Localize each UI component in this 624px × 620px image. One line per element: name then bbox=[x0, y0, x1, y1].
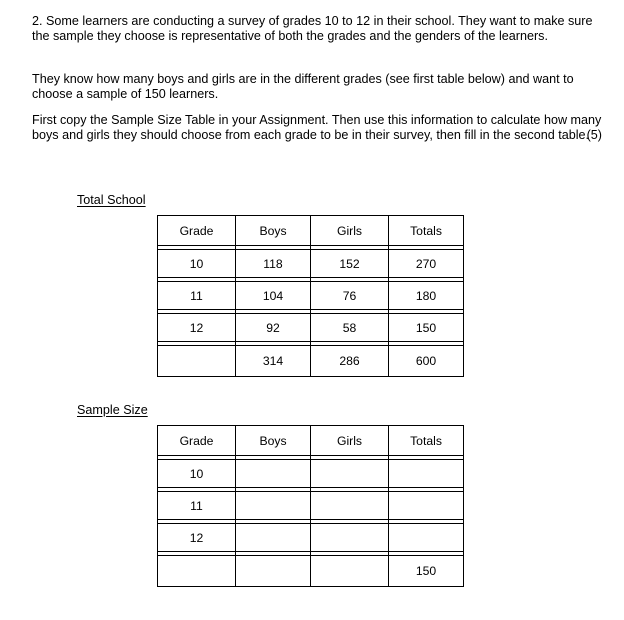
cell-grade: 12 bbox=[158, 314, 236, 342]
table-row bbox=[158, 460, 464, 488]
cell-boys bbox=[236, 460, 311, 488]
cell-grade: 11 bbox=[158, 492, 236, 520]
question-marks: (5) bbox=[586, 127, 602, 142]
header-totals: Totals bbox=[389, 216, 464, 246]
cell-grand-total: 600 bbox=[389, 346, 464, 377]
cell-grand-total: 150 bbox=[389, 556, 464, 587]
totals-row bbox=[158, 346, 464, 377]
cell-boys-total: 314 bbox=[236, 346, 311, 377]
cell-boys: 118 bbox=[236, 250, 311, 278]
cell-boys: 92 bbox=[236, 314, 311, 342]
cell-boys bbox=[236, 524, 311, 552]
sample-size-title: Sample Size bbox=[77, 403, 148, 417]
header-boys: Boys bbox=[236, 426, 311, 456]
cell-grade: 10 bbox=[158, 250, 236, 278]
cell-boys: 104 bbox=[236, 282, 311, 310]
cell-grade: 11 bbox=[158, 282, 236, 310]
cell-girls-total: 286 bbox=[311, 346, 389, 377]
table-row bbox=[158, 250, 464, 278]
table-header-row bbox=[158, 426, 464, 456]
cell-girls bbox=[311, 460, 389, 488]
cell-grade bbox=[158, 556, 236, 587]
cell-totals: 150 bbox=[389, 314, 464, 342]
cell-girls: 76 bbox=[311, 282, 389, 310]
question-intro bbox=[32, 14, 602, 43]
question-instruction bbox=[32, 113, 602, 142]
cell-girls-total bbox=[311, 556, 389, 587]
cell-boys bbox=[236, 492, 311, 520]
table-row bbox=[158, 314, 464, 342]
totals-row bbox=[158, 556, 464, 587]
cell-totals bbox=[389, 524, 464, 552]
cell-grade bbox=[158, 346, 236, 377]
cell-totals bbox=[389, 460, 464, 488]
cell-boys-total bbox=[236, 556, 311, 587]
total-school-table bbox=[157, 215, 464, 377]
cell-grade: 10 bbox=[158, 460, 236, 488]
header-totals: Totals bbox=[389, 426, 464, 456]
cell-girls: 58 bbox=[311, 314, 389, 342]
table-row bbox=[158, 524, 464, 552]
question-instruction-text: First copy the Sample Size Table in your Assignment. Then use this information to calculate how many boys and girls they should choose from each grade to be in their survey, then fill in the second table. bbox=[32, 113, 602, 142]
table-row bbox=[158, 282, 464, 310]
cell-girls bbox=[311, 492, 389, 520]
cell-girls bbox=[311, 524, 389, 552]
cell-totals bbox=[389, 492, 464, 520]
question-intro-text: Some learners are conducting a survey of grades 10 to 12 in their school. They want to make sure the sample they choose is representative of both the grades and the genders of the learners. bbox=[32, 14, 593, 43]
cell-girls: 152 bbox=[311, 250, 389, 278]
question-number: 2. bbox=[32, 14, 43, 28]
header-grade: Grade bbox=[158, 426, 236, 456]
total-school-title: Total School bbox=[77, 193, 146, 207]
sample-size-table bbox=[157, 425, 464, 587]
header-girls: Girls bbox=[311, 216, 389, 246]
table-header-row bbox=[158, 216, 464, 246]
header-girls: Girls bbox=[311, 426, 389, 456]
cell-grade: 12 bbox=[158, 524, 236, 552]
header-boys: Boys bbox=[236, 216, 311, 246]
cell-totals: 270 bbox=[389, 250, 464, 278]
question-context: They know how many boys and girls are in the different grades (see first table below) and want to choose a sample of 150 learners. bbox=[32, 72, 574, 101]
cell-totals: 180 bbox=[389, 282, 464, 310]
header-grade: Grade bbox=[158, 216, 236, 246]
table-row bbox=[158, 492, 464, 520]
